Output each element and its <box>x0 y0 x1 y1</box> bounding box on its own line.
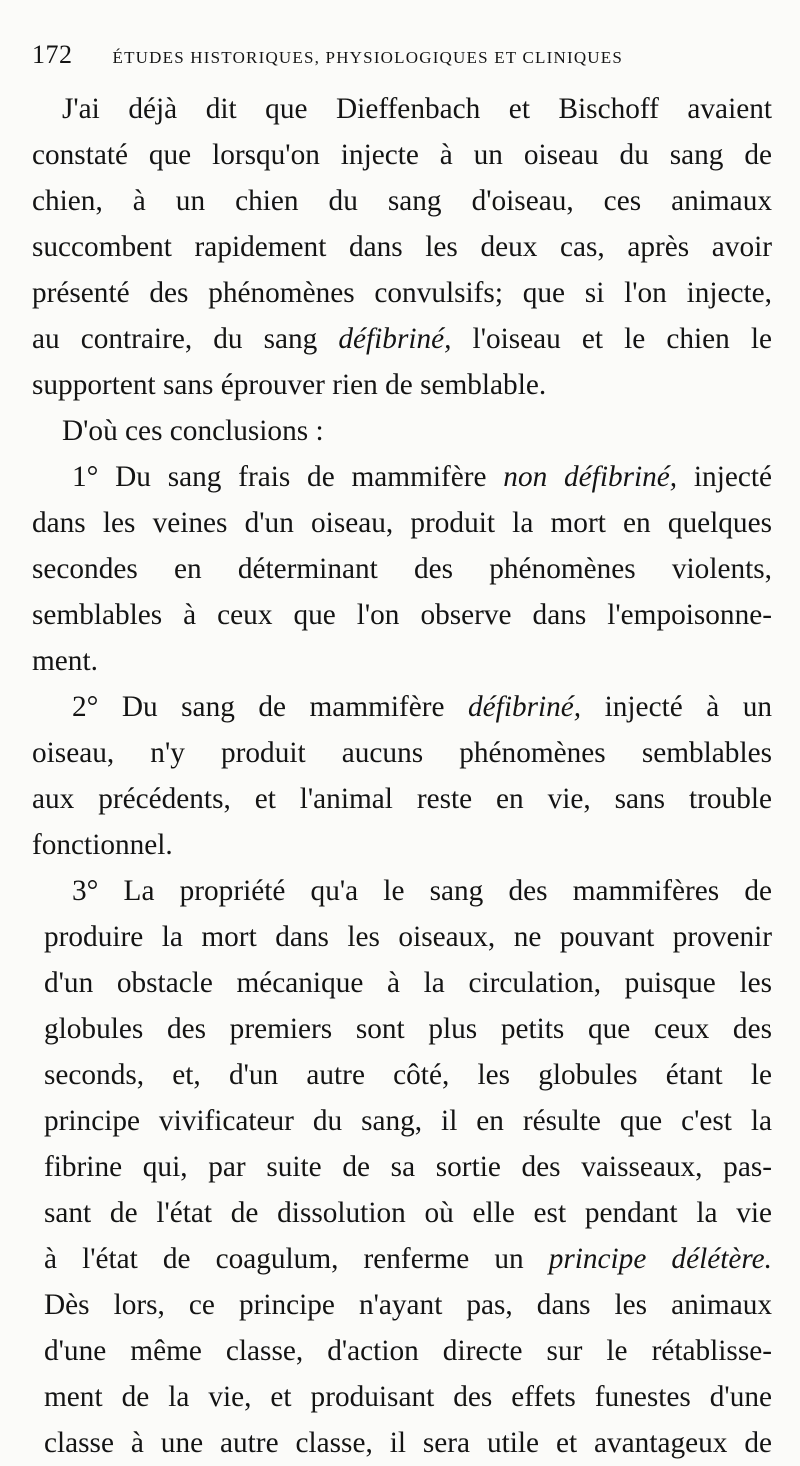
italic-term: non défibriné, <box>503 461 678 493</box>
text-run: 1° Du sang frais de mammifère <box>72 461 504 493</box>
text-line: Dès lors, ce principe n'ayant pas, dans les animaux <box>44 1289 772 1321</box>
page-number: 172 <box>32 40 73 69</box>
text-line: classe à une autre classe, il sera utile et avantageux de <box>44 1427 772 1459</box>
text-line: aux précédents, et l'animal reste en vie, sans trouble <box>32 783 772 815</box>
text-line: produire la mort dans les oiseaux, ne pouvant provenir <box>44 921 772 953</box>
text-line: D'où ces conclusions : <box>62 415 324 447</box>
text-line: d'une même classe, d'action directe sur le rétablisse- <box>44 1335 772 1367</box>
italic-term: défibriné, <box>468 691 582 723</box>
text-line <box>32 1236 772 1282</box>
text-line: succombent rapidement dans les deux cas, après avoir <box>32 231 772 263</box>
text-line <box>32 316 772 362</box>
text-line: ment. <box>32 645 98 677</box>
running-title: ÉTUDES HISTORIQUES, PHYSIOLOGIQUES ET CLINIQUES <box>112 48 624 67</box>
text-line: sant de l'état de dissolution où elle est pendant la vie <box>44 1197 772 1229</box>
text-run: à l'état de coagulum, renferme un <box>44 1243 549 1275</box>
text-run: 2° Du sang de mammifère <box>72 691 469 723</box>
text-line: constaté que lorsqu'on injecte à un oiseau du sang de <box>32 139 772 171</box>
text-line: secondes en déterminant des phénomènes violents, <box>32 553 772 585</box>
text-line: supportent sans éprouver rien de semblable. <box>32 369 547 401</box>
text-line: seconds, et, d'un autre côté, les globules étant le <box>44 1059 772 1091</box>
italic-term: principe délétère. <box>548 1243 772 1275</box>
text-line: 3° La propriété qu'a le sang des mammifères de <box>72 875 772 907</box>
text-line <box>32 454 772 500</box>
text-line: chien, à un chien du sang d'oiseau, ces animaux <box>32 185 772 217</box>
text-line <box>32 684 772 730</box>
text-line: présenté des phénomènes convulsifs; que si l'on injecte, <box>32 277 772 309</box>
text-line: oiseau, n'y produit aucuns phénomènes semblables <box>32 737 772 769</box>
text-run: injecté <box>677 461 772 493</box>
text-line: principe vivificateur du sang, il en résulte que c'est la <box>44 1105 772 1137</box>
text-line: dans les veines d'un oiseau, produit la mort en quelques <box>32 507 772 539</box>
text-line: ment de la vie, et produisant des effets funestes d'une <box>44 1381 772 1413</box>
text-line: J'ai déjà dit que Dieffenbach et Bischoff avaient <box>62 93 772 125</box>
text-line: globules des premiers sont plus petits que ceux des <box>44 1013 772 1045</box>
text-line: fibrine qui, par suite de sa sortie des vaisseaux, pas- <box>44 1151 772 1183</box>
text-run: l'oiseau et le chien le <box>451 323 772 355</box>
page-header <box>32 40 772 74</box>
text-line: d'un obstacle mécanique à la circulation, puisque les <box>44 967 772 999</box>
text-line: semblables à ceux que l'on observe dans l'empoisonne- <box>32 599 772 631</box>
body-text <box>32 86 772 1466</box>
italic-term: défibriné, <box>338 323 452 355</box>
text-line: fonctionnel. <box>32 829 173 861</box>
text-run: au contraire, du sang <box>32 323 339 355</box>
text-run: injecté à un <box>581 691 773 723</box>
